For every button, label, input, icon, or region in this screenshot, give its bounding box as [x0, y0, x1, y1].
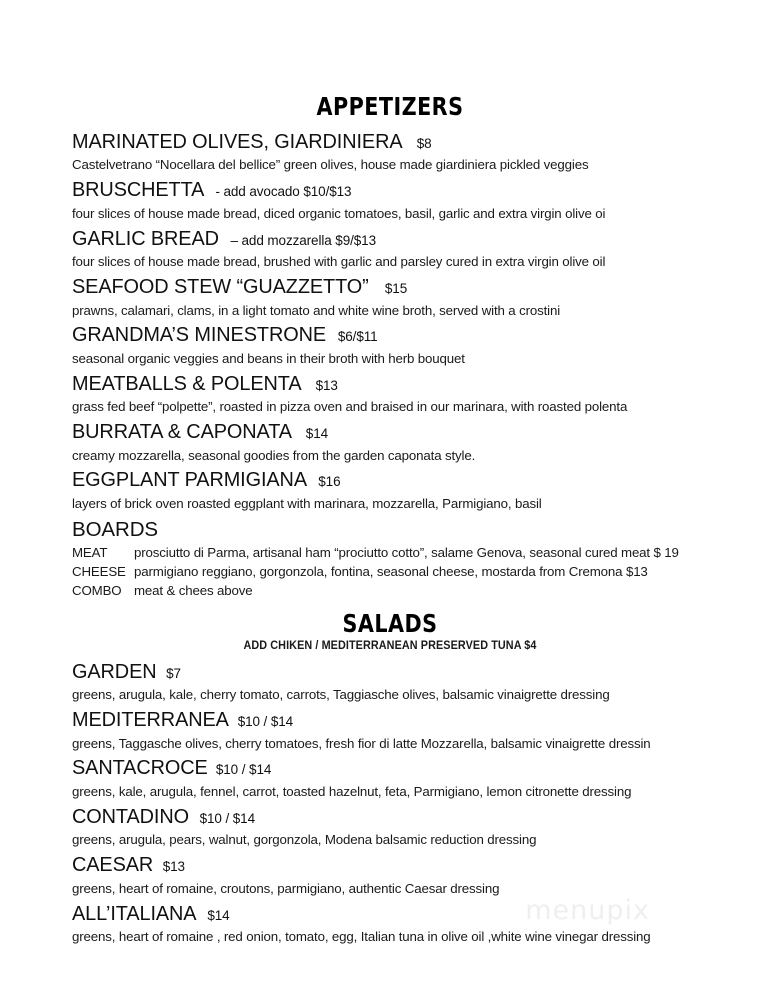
menu-item	[72, 851, 708, 898]
menu-item	[72, 706, 708, 753]
menu-item-price: $10 / $14	[199, 810, 255, 826]
menu-item-description: greens, arugula, pears, walnut, gorgonzola, Modena balsamic reduction dressing	[72, 832, 537, 848]
menu-item-description: four slices of house made bread, brushed with garlic and parsley cured in extra virgin olive oil	[72, 254, 606, 270]
menu-item-name: EGGPLANT PARMIGIANA	[72, 468, 307, 492]
menu-item	[72, 273, 708, 320]
menu-item-title-line	[72, 754, 708, 781]
menu-item-name: MEATBALLS & POLENTA	[72, 371, 302, 395]
menu-item-name: CAESAR	[72, 853, 154, 877]
salads-subnote: ADD CHIKEN / MEDITERRANEAN PRESERVED TUNA $4	[243, 639, 537, 652]
appetizers-item-list	[72, 128, 708, 514]
menu-item-price: $13	[315, 377, 338, 393]
boards-row	[72, 543, 708, 562]
menu-item-title-line	[72, 851, 708, 878]
salads-item-list	[72, 658, 708, 947]
menu-item-note: - add avocado $10/$13	[215, 184, 352, 200]
menu-item	[72, 418, 708, 465]
menu-item	[72, 658, 708, 705]
menu-item-name: BURRATA & CAPONATA	[72, 420, 292, 444]
menu-item	[72, 225, 708, 272]
menu-item-note: – add mozzarella $9/$13	[230, 232, 377, 248]
menu-item-title-line	[72, 176, 708, 203]
menu-item-price: $13	[162, 859, 185, 875]
menu-item-title-line	[72, 321, 708, 348]
boards-row	[72, 562, 708, 581]
menu-item-name: BRUSCHETTA	[72, 178, 205, 202]
menu-item-title-line	[72, 900, 708, 927]
menu-item	[72, 321, 708, 368]
menu-item-description: seasonal organic veggies and beans in their broth with herb bouquet	[72, 350, 465, 366]
menu-item-price: $15	[384, 281, 408, 297]
menu-item-name: SEAFOOD STEW “GUAZZETTO”	[72, 275, 369, 299]
boards-row-label: COMBO	[72, 582, 122, 598]
menu-item-title-line	[72, 658, 708, 685]
menu-item-name: GRANDMA’S MINESTRONE	[72, 323, 327, 347]
menu-item-description: prawns, calamari, clams, in a light tomato and white wine broth, served with a crostini	[72, 302, 561, 318]
menu-item-description: greens, heart of romaine , red onion, tomato, egg, Italian tuna in olive oil ,white wine vinegar dressing	[72, 928, 651, 944]
menu-item-title-line	[72, 803, 708, 830]
menu-item	[72, 176, 708, 223]
menu-item	[72, 803, 708, 850]
boards-row-text: parmigiano reggiano, gorgonzola, fontina, seasonal cheese, mostarda from Cremona $13	[134, 563, 648, 579]
menu-item-description: greens, Taggasche olives, cherry tomatoes, fresh fior di latte Mozzarella, balsamic vinaigrette dressin	[72, 735, 651, 751]
menu-item-title-line	[72, 273, 708, 300]
menu-item-title-line	[72, 466, 708, 493]
menu-item-description: layers of brick oven roasted eggplant with marinara, mozzarella, Parmigiano, basil	[72, 495, 542, 511]
menu-item-description: four slices of house made bread, diced organic tomatoes, basil, garlic and extra virgin olive oi	[72, 205, 606, 221]
boards-row-label: CHEESE	[72, 563, 126, 579]
menu-item-title-line	[72, 370, 708, 397]
menu-item	[72, 128, 708, 175]
menu-item	[72, 900, 708, 947]
boards-row-text: meat & chees above	[134, 582, 253, 598]
menu-item-description: greens, heart of romaine, croutons, parmigiano, authentic Caesar dressing	[72, 880, 500, 896]
menu-item-name: SANTACROCE	[72, 756, 208, 780]
boards-row-label: MEAT	[72, 544, 108, 560]
menu-item-price: $7	[166, 665, 181, 681]
menu-item-name: GARDEN	[72, 659, 157, 683]
menu-item-price: $14	[207, 907, 230, 923]
boards-row	[72, 581, 708, 600]
menu-item-title-line	[72, 706, 708, 733]
menu-item-title-line	[72, 225, 708, 252]
menu-item-title-line	[72, 418, 708, 445]
menu-item-description: greens, kale, arugula, fennel, carrot, toasted hazelnut, feta, Parmigiano, lemon citronette dressing	[72, 783, 632, 799]
menu-item-price: $8	[416, 136, 432, 151]
menu-item-price: $16	[318, 474, 341, 490]
menu-item-description: grass fed beef “polpette”, roasted in pizza oven and braised in our marinara, with roasted polenta	[72, 399, 628, 415]
menu-item	[72, 466, 708, 513]
boards-list	[72, 543, 708, 600]
menu-item-price: $10 / $14	[215, 762, 272, 778]
menu-item-name: MEDITERRANEA	[72, 708, 229, 732]
menu-item	[72, 754, 708, 801]
menu-item-name: MARINATED OLIVES, GIARDINIERA	[72, 130, 403, 153]
menu-item-name: GARLIC BREAD	[72, 226, 219, 250]
menu-item-price: $6/$11	[337, 329, 378, 345]
menu-item-description: Castelvetrano “Nocellara del bellice” green olives, house made giardiniera pickled veggies	[72, 157, 589, 173]
section-heading-salads: SALADS	[342, 608, 438, 638]
menupix-watermark: menupix	[525, 895, 650, 926]
menu-item	[72, 370, 708, 417]
menu-item-description: creamy mozzarella, seasonal goodies from the garden caponata style.	[72, 447, 476, 463]
boards-heading: BOARDS	[72, 517, 158, 541]
boards-row-text: prosciutto di Parma, artisanal ham “prociutto cotto”, salame Genova, seasonal cured meat $ 19	[134, 544, 679, 560]
section-heading-appetizers: APPETIZERS	[316, 92, 464, 121]
menu-item-description: greens, arugula, kale, cherry tomato, carrots, Taggiasche olives, balsamic vinaigrette dressing	[72, 687, 610, 703]
menu-item-price: $14	[305, 426, 329, 442]
menu-item-name: CONTADINO	[72, 804, 189, 828]
menu-item-price: $10 / $14	[237, 714, 294, 730]
menu-item-title-line	[72, 128, 708, 155]
menu-item-name: ALL’ITALIANA	[72, 901, 197, 925]
